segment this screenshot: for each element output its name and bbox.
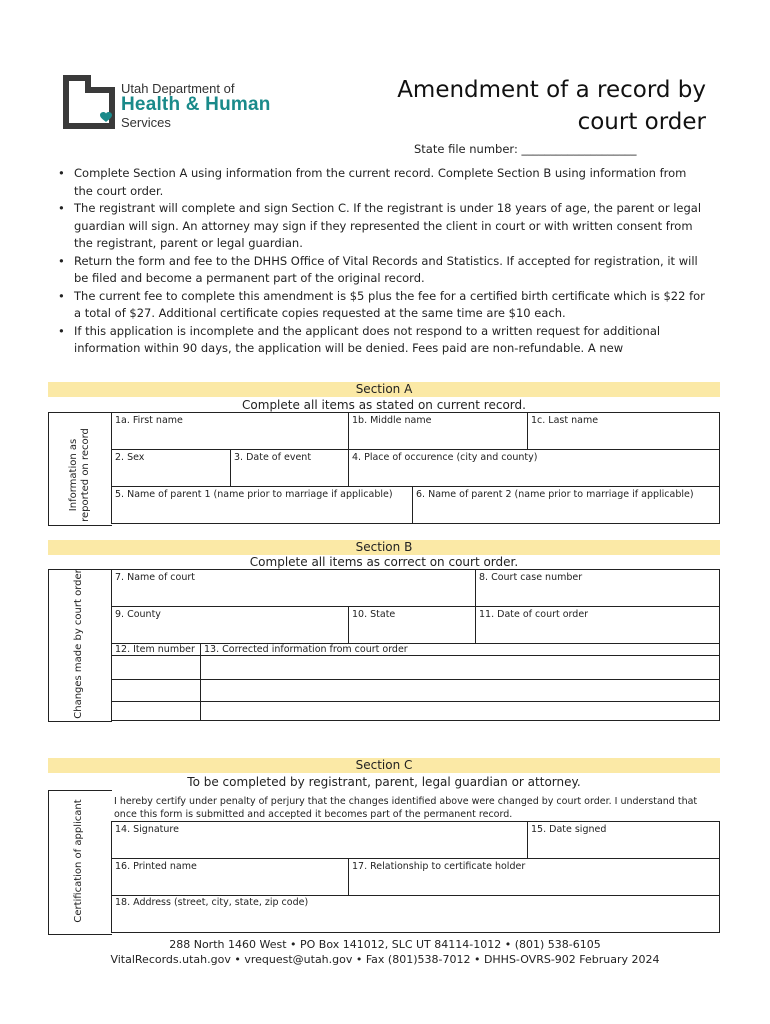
certification-statement: I hereby certify under penalty of perjury that the changes identified above were changed by court order. I understand that once this form is submitted and accepted it becomes part of the permanent record. (114, 796, 698, 820)
item-number-row1[interactable] (111, 655, 201, 680)
state-field[interactable]: 10. State (348, 606, 476, 644)
instruction-item: • Complete Section A using information from the current record. Complete Section B using information from the court order. (58, 165, 708, 200)
item-number-row3[interactable] (111, 701, 201, 721)
logo-line3: Services (121, 115, 171, 130)
relationship-field[interactable]: 17. Relationship to certificate holder (348, 858, 720, 896)
parent1-name-field[interactable]: 5. Name of parent 1 (name prior to marriage if applicable) (111, 486, 413, 524)
printed-name-field[interactable]: 16. Printed name (111, 858, 349, 896)
title-line2: court order (577, 109, 706, 135)
section-c-subtitle: To be completed by registrant, parent, legal guardian or attorney. (187, 775, 581, 789)
section-a-side (48, 412, 112, 526)
sex-field[interactable]: 2. Sex (111, 449, 231, 487)
section-a-title: Section A (48, 382, 720, 397)
corrected-info-row3[interactable] (200, 701, 720, 721)
address-field[interactable]: 18. Address (street, city, state, zip code) (111, 895, 720, 933)
court-name-field[interactable]: 7. Name of court (111, 569, 476, 607)
section-b-side (48, 569, 112, 722)
instruction-item: • Return the form and fee to the DHHS Office of Vital Records and Statistics. If accepted for registration, it will be filed and become a permanent part of the original record. (58, 253, 708, 288)
corrected-info-row1[interactable] (200, 655, 720, 680)
parent2-name-field[interactable]: 6. Name of parent 2 (name prior to marriage if applicable) (412, 486, 720, 524)
section-c-side-label: Certification of applicant (73, 799, 84, 923)
first-name-field[interactable]: 1a. First name (111, 412, 349, 450)
section-a-subtitle: Complete all items as stated on current record. (242, 398, 526, 412)
court-order-date-field[interactable]: 11. Date of court order (475, 606, 720, 644)
middle-name-field[interactable]: 1b. Middle name (348, 412, 528, 450)
dhhs-logo (62, 74, 312, 130)
title-line1: Amendment of a record by (397, 77, 706, 103)
date-signed-field[interactable]: 15. Date signed (527, 821, 720, 859)
date-of-event-field[interactable]: 3. Date of event (230, 449, 349, 487)
state-file-number: State file number: ____________________ (414, 142, 637, 156)
section-b-title: Section B (48, 540, 720, 555)
corrected-info-row2[interactable] (200, 679, 720, 702)
section-b-side-label: Changes made by court order (73, 569, 84, 719)
instruction-item: • If this application is incomplete and the applicant does not respond to a written request for additional information within 90 days, the application will be denied. Fees paid are non-refundable. A new (58, 323, 708, 358)
form-title (376, 74, 706, 138)
item-number-header: 12. Item number (111, 643, 201, 656)
section-a-side-label: Information as reported on record (68, 428, 91, 522)
section-c-side (48, 790, 112, 935)
last-name-field[interactable]: 1c. Last name (527, 412, 720, 450)
instruction-item: • The registrant will complete and sign Section C. If the registrant is under 18 years of age, the parent or legal guardian will sign. An attorney may sign if they represented the client in court or with written consent from the registrant, parent or legal guardian. (58, 200, 708, 253)
section-c-title: Section C (48, 758, 720, 773)
utah-state-icon (62, 74, 117, 130)
place-of-occurence-field[interactable]: 4. Place of occurence (city and county) (348, 449, 720, 487)
footer-address: 288 North 1460 West • PO Box 141012, SLC UT 84114-1012 • (801) 538-6105 (169, 938, 601, 951)
instructions-list (58, 165, 708, 358)
court-case-number-field[interactable]: 8. Court case number (475, 569, 720, 607)
corrected-info-header: 13. Corrected information from court order (200, 643, 720, 656)
section-b-subtitle: Complete all items as correct on court order. (249, 555, 519, 569)
county-field[interactable]: 9. County (111, 606, 349, 644)
instruction-item: • The current fee to complete this amendment is $5 plus the fee for a certified birth certificate which is $22 for a total of $27. Additional certificate copies requested at the same time are $10 each. (58, 288, 708, 323)
logo-line2: Health & Human (121, 94, 271, 115)
signature-field[interactable]: 14. Signature (111, 821, 528, 859)
item-number-row2[interactable] (111, 679, 201, 702)
logo-line1: Utah Department of (121, 81, 235, 96)
footer-contact: VitalRecords.utah.gov • vrequest@utah.gov • Fax (801)538-7012 • DHHS-OVRS-902 February 2024 (110, 953, 660, 966)
